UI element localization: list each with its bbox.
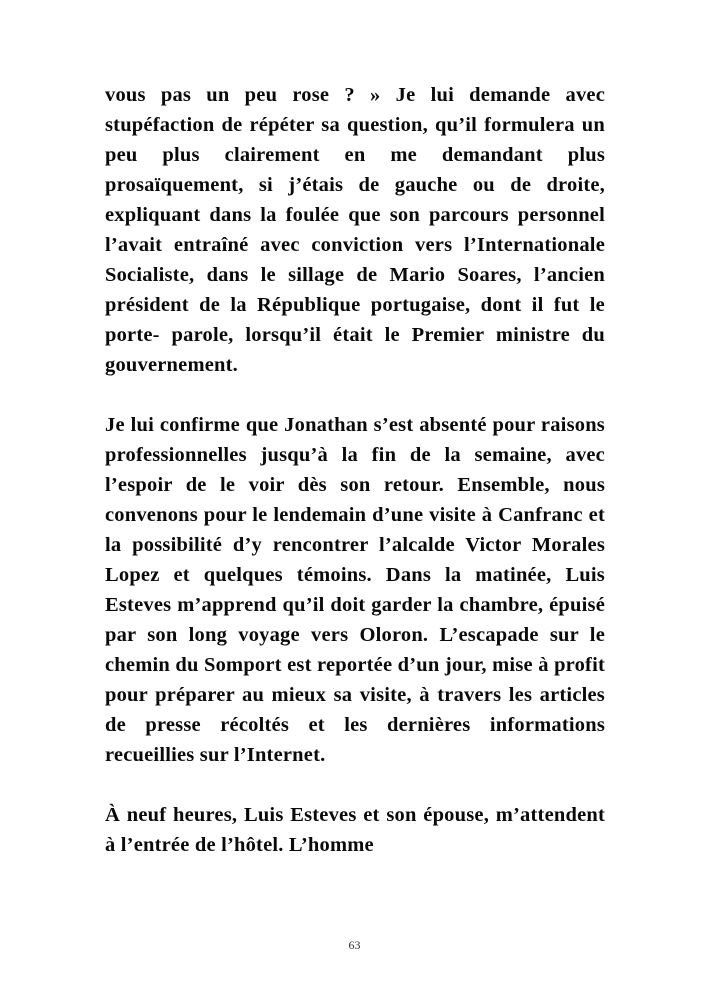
body-paragraph: Je lui confirme que Jonathan s’est absenté pour raisons professionnelles jusqu’à la fin de la semaine, avec l’espoir de le voir dès son retour. Ensemble, nous convenons pour le lendemain d’une visite à Canfranc et la possibilité d’y rencontrer l’alcalde Victor Morales Lopez et quelques témoins. Dans la matinée, Luis Esteves m’apprend qu’il doit garder la chambre, épuisé par son long voyage vers Oloron. L’escapade sur le chemin du Somport est reportée d’un jour, mise à profit pour préparer au mieux sa visite, à travers les articles de presse récoltés et les dernières informations recueillies sur l’Internet. — [105, 414, 605, 766]
body-paragraph: vous pas un peu rose ? » Je lui demande avec stupéfaction de répéter sa question, qu’il formulera un peu plus clairement en me demandant plus prosaïquement, si j’étais de gauche ou de droite, expliquant dans la foulée que son parcours personnel l’avait entraîné avec conviction vers l’Internationale Socialiste, dans le sillage de Mario Soares, l’ancien président de la République portugaise, dont il fut le porte- parole, lorsqu’il était le Premier ministre du gouvernement. — [105, 84, 605, 376]
page-body — [105, 80, 605, 860]
page-number: 63 — [348, 938, 361, 952]
body-paragraph: À neuf heures, Luis Esteves et son épouse, m’attendent à l’entrée de l’hôtel. L’homme — [105, 804, 605, 856]
